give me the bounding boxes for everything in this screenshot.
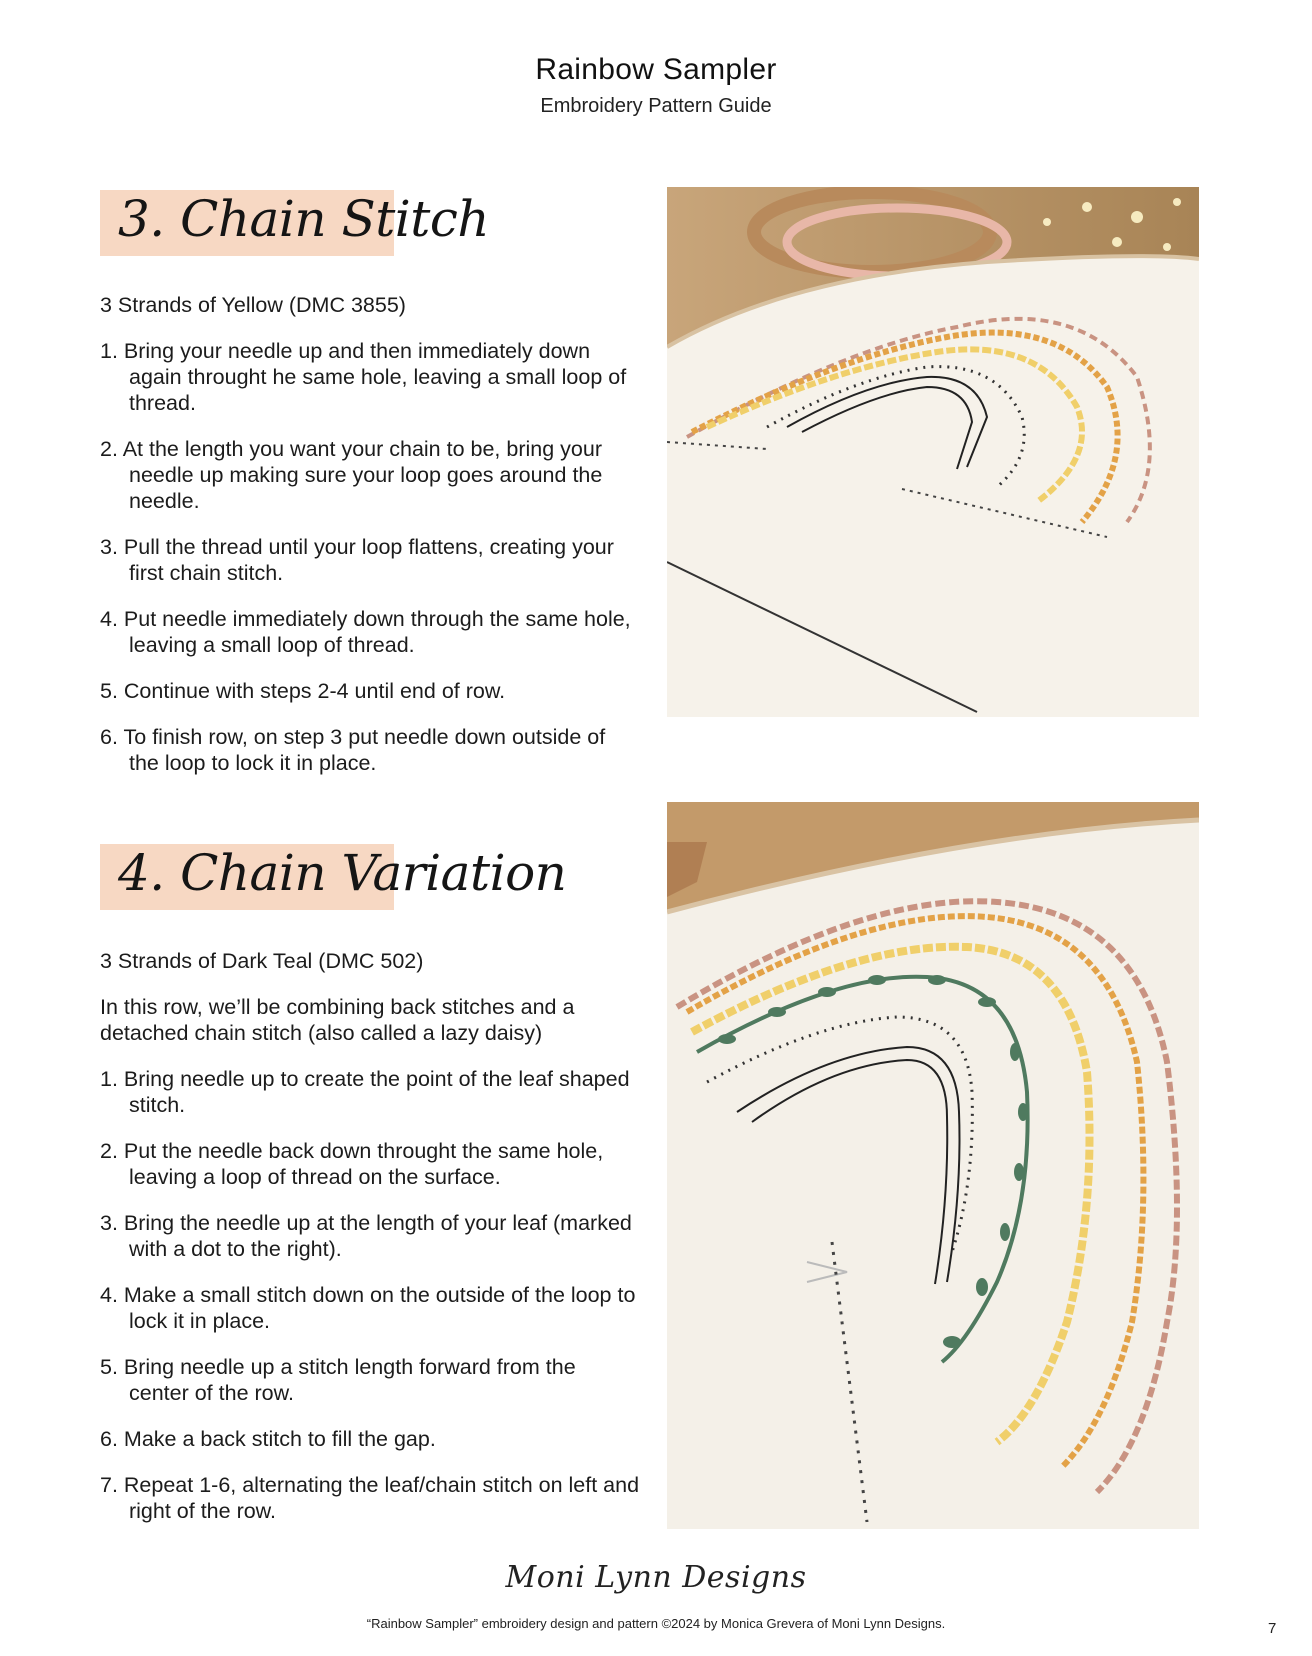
step-item: 2. Put the needle back down throught the same hole, leaving a loop of thread on the surface. <box>100 1139 604 1189</box>
page-header <box>0 50 1312 120</box>
step-list <box>100 338 640 776</box>
step-item: 6. Make a back stitch to fill the gap. <box>100 1427 436 1451</box>
brand-signature: Moni Lynn Designs <box>505 1560 807 1595</box>
document-title: Rainbow Sampler <box>535 53 777 86</box>
thread-spec: 3 Strands of Yellow (DMC 3855) <box>100 293 406 317</box>
step-item: 3. Pull the thread until your loop flattens, creating your first chain stitch. <box>100 535 614 585</box>
step-item: 4. Make a small stitch down on the outside of the loop to lock it in place. <box>100 1283 636 1333</box>
step-item: 2. At the length you want your chain to be, bring your needle up making sure your loop goes around the needle. <box>100 437 603 513</box>
copyright-notice: “Rainbow Sampler” embroidery design and pattern ©2024 by Monica Grevera of Moni Lynn Designs. <box>366 1616 946 1631</box>
document-subtitle: Embroidery Pattern Guide <box>540 95 772 117</box>
embroidery-hoop-photo <box>667 187 1199 717</box>
step-item: 6. To finish row, on step 3 put needle down outside of the loop to lock it in place. <box>100 725 606 775</box>
step-item: 1. Bring needle up to create the point of the leaf shaped stitch. <box>100 1067 630 1117</box>
thread-spec: 3 Strands of Dark Teal (DMC 502) <box>100 949 424 973</box>
chain-stitch-instructions <box>100 292 640 796</box>
chain-variation-instructions <box>100 948 640 1544</box>
step-item: 3. Bring the needle up at the length of your leaf (marked with a dot to the right). <box>100 1211 632 1261</box>
step-item: 1. Bring your needle up and then immediately down again throught he same hole, leaving a small loop of thread. <box>100 339 627 415</box>
section-heading-chain-stitch <box>100 190 490 256</box>
section-heading-text: 3. Chain Stitch <box>118 190 490 248</box>
chain-variation-photo <box>667 802 1199 1529</box>
chain-stitch-photo <box>667 187 1199 717</box>
section-heading-chain-variation <box>100 844 567 910</box>
step-item: 7. Repeat 1-6, alternating the leaf/chain stitch on left and right of the row. <box>100 1473 640 1523</box>
page-number: 7 <box>1268 1620 1277 1637</box>
step-list <box>100 1066 640 1524</box>
section-heading-text: 4. Chain Variation <box>118 844 567 902</box>
section-intro: In this row, we’ll be combining back stitches and a detached chain stitch (also called a lazy daisy) <box>100 995 575 1045</box>
step-item: 5. Bring needle up a stitch length forward from the center of the row. <box>100 1355 576 1405</box>
embroidery-rainbow-photo <box>667 802 1199 1529</box>
step-item: 5. Continue with steps 2-4 until end of row. <box>100 679 506 703</box>
step-item: 4. Put needle immediately down through the same hole, leaving a small loop of thread. <box>100 607 631 657</box>
